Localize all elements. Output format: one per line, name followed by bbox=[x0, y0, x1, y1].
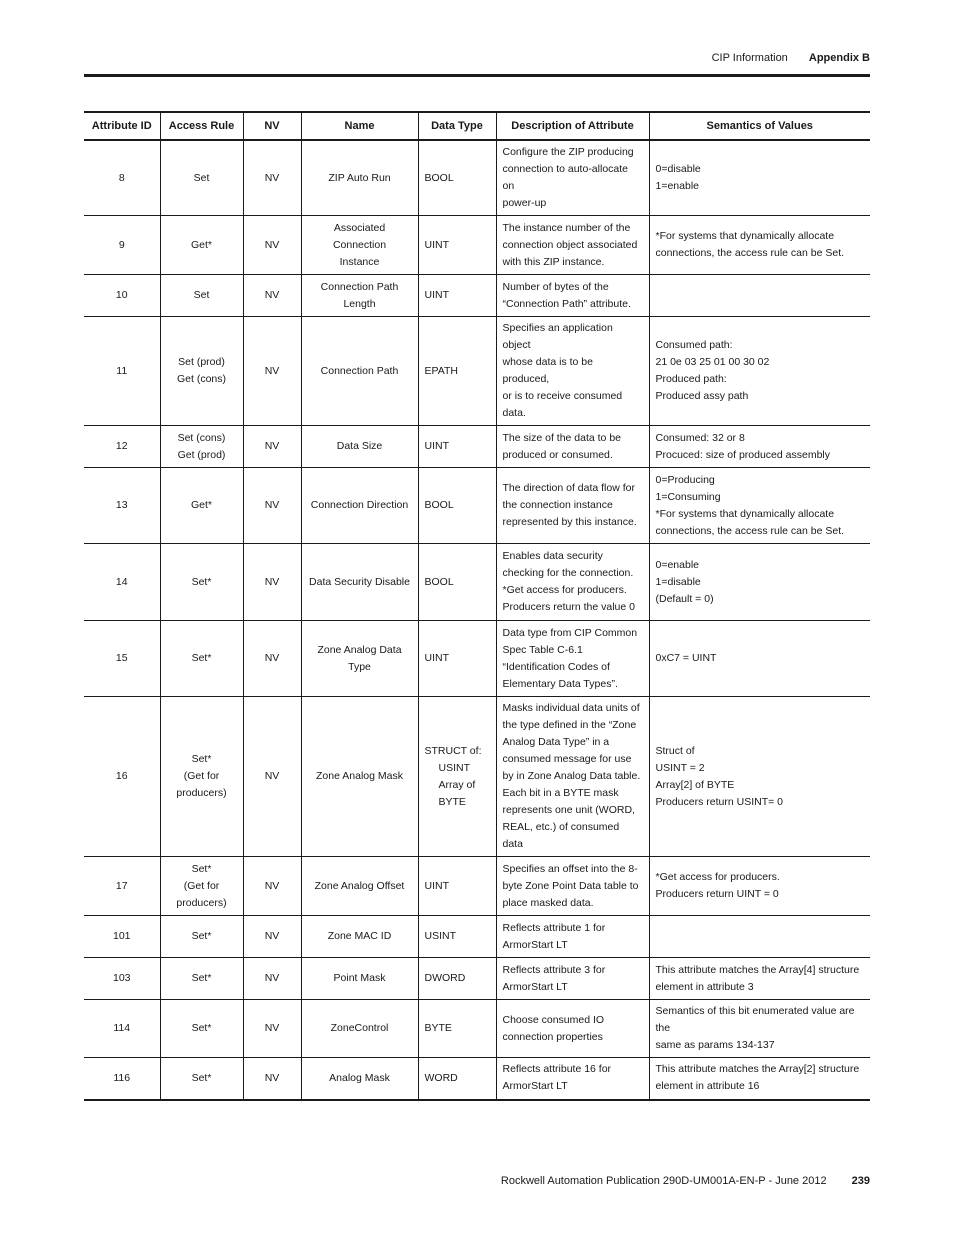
cell-semantics-line: Producers return USINT= 0 bbox=[655, 795, 784, 808]
cell-description-line: represents one unit (WORD, bbox=[502, 804, 635, 816]
cell-description-line: Analog Data Type” in a bbox=[502, 736, 610, 748]
cell-name-line: Connection Path Length bbox=[320, 280, 399, 310]
cell-description bbox=[496, 857, 649, 916]
cell-data-type-line: USINT bbox=[438, 761, 470, 774]
cell-semantics bbox=[649, 857, 870, 916]
cell-description-line: Number of bytes of the bbox=[502, 280, 609, 293]
cell-data-type-line: BYTE bbox=[438, 795, 466, 808]
cell-access-rule-line: Get (prod) bbox=[177, 448, 226, 461]
cell-data-type-line: BYTE bbox=[424, 1022, 452, 1034]
cell-attribute-id: 17 bbox=[84, 857, 160, 916]
cell-data-type bbox=[418, 857, 496, 916]
cell-access-rule bbox=[160, 216, 243, 275]
cell-semantics-line: Produced assy path bbox=[655, 390, 749, 402]
cell-data-type bbox=[418, 1058, 496, 1100]
table-row bbox=[84, 216, 870, 275]
cell-access-rule-line: Get* bbox=[190, 499, 212, 511]
cell-description-line: REAL, etc.) of consumed data bbox=[502, 821, 620, 850]
cell-data-type bbox=[418, 697, 496, 857]
cell-access-rule bbox=[160, 857, 243, 916]
cell-access-rule-line: (Get for bbox=[183, 879, 220, 892]
cell-attribute-id: 11 bbox=[84, 317, 160, 426]
cell-access-rule-line: Set* bbox=[191, 972, 212, 984]
cell-name-line: Zone MAC ID bbox=[327, 930, 392, 942]
table-row bbox=[84, 275, 870, 317]
cell-description bbox=[496, 621, 649, 697]
cell-attribute-id: 16 bbox=[84, 697, 160, 857]
cell-description-line: Reflects attribute 3 for bbox=[502, 963, 606, 976]
cell-description-line: Producers return the value 0 bbox=[502, 601, 635, 613]
cell-data-type-line: UINT bbox=[424, 289, 449, 301]
cell-data-type-line: BOOL bbox=[424, 171, 454, 184]
cell-semantics-line: 21 0e 03 25 01 00 30 02 bbox=[655, 356, 770, 368]
cell-access-rule-line: Set* bbox=[191, 652, 212, 664]
cell-description-line: the connection instance bbox=[502, 499, 613, 511]
cell-nv: NV bbox=[243, 916, 301, 958]
cell-access-rule-line: Set (cons) bbox=[177, 431, 226, 444]
cell-semantics-line: Procuced: size of produced assembly bbox=[655, 448, 831, 461]
cell-semantics-line: *For systems that dynamically allocate bbox=[655, 230, 835, 242]
cell-data-type bbox=[418, 140, 496, 216]
cell-semantics bbox=[649, 216, 870, 275]
cell-name-line: Data Security Disable bbox=[309, 575, 410, 588]
cell-description bbox=[496, 317, 649, 426]
cell-semantics-line: Struct of bbox=[655, 744, 695, 757]
cell-nv: NV bbox=[243, 958, 301, 1000]
cell-access-rule bbox=[160, 697, 243, 857]
cell-description bbox=[496, 216, 649, 275]
cell-access-rule bbox=[160, 275, 243, 317]
cell-semantics bbox=[649, 697, 870, 857]
cell-semantics bbox=[649, 275, 870, 317]
cell-semantics bbox=[649, 958, 870, 1000]
cell-attribute-id: 8 bbox=[84, 140, 160, 216]
cell-semantics-line: *For systems that dynamically allocate bbox=[655, 507, 835, 520]
cell-description-line: The size of the data to be bbox=[502, 431, 621, 444]
attribute-table bbox=[84, 111, 870, 1101]
table-row bbox=[84, 857, 870, 916]
cell-access-rule bbox=[160, 317, 243, 426]
cell-name bbox=[301, 544, 418, 621]
cell-description-line: checking for the connection. bbox=[502, 567, 634, 579]
cell-name-line: ZoneControl bbox=[330, 1022, 389, 1034]
page-number: 239 bbox=[851, 1175, 870, 1187]
column-header-name: Name bbox=[301, 112, 418, 140]
cell-semantics-line: 1=enable bbox=[655, 180, 700, 192]
cell-access-rule-line: Set bbox=[193, 289, 210, 301]
cell-semantics bbox=[649, 1058, 870, 1100]
cell-description-line: Choose consumed IO bbox=[502, 1013, 605, 1026]
cell-name bbox=[301, 1000, 418, 1058]
cell-data-type-line: BOOL bbox=[424, 575, 454, 588]
cell-description-line: by in Zone Analog Data table. bbox=[502, 770, 641, 782]
cell-access-rule-line: Get (cons) bbox=[176, 373, 226, 385]
column-header-attribute-id: Attribute ID bbox=[84, 112, 160, 140]
cell-name-line: Data Size bbox=[336, 440, 383, 452]
cell-semantics-line: Consumed path: bbox=[655, 339, 733, 351]
cell-name bbox=[301, 468, 418, 544]
cell-attribute-id: 9 bbox=[84, 216, 160, 275]
cell-access-rule bbox=[160, 426, 243, 468]
cell-description-line: The direction of data flow for bbox=[502, 482, 635, 494]
cell-description-line: Reflects attribute 1 for bbox=[502, 921, 606, 934]
table-body bbox=[84, 140, 870, 1100]
appendix-label: Appendix B bbox=[808, 52, 870, 64]
cell-name bbox=[301, 426, 418, 468]
table-row bbox=[84, 468, 870, 544]
cell-semantics-line: 0=enable bbox=[655, 558, 700, 571]
cell-description-line: the type defined in the “Zone bbox=[502, 719, 637, 731]
cell-nv: NV bbox=[243, 216, 301, 275]
cell-name bbox=[301, 857, 418, 916]
cell-description-line: Specifies an application object bbox=[502, 322, 613, 351]
cell-data-type bbox=[418, 426, 496, 468]
cell-semantics-line: This attribute matches the Array[4] structure bbox=[655, 963, 860, 976]
cell-access-rule bbox=[160, 958, 243, 1000]
table-row bbox=[84, 426, 870, 468]
cell-name bbox=[301, 1058, 418, 1100]
cell-data-type bbox=[418, 216, 496, 275]
cell-description-line: *Get access for producers. bbox=[502, 584, 627, 596]
table-row bbox=[84, 916, 870, 958]
cell-data-type-line: UINT bbox=[424, 238, 449, 251]
cell-access-rule bbox=[160, 468, 243, 544]
column-header-data-type: Data Type bbox=[418, 112, 496, 140]
cell-data-type-line: EPATH bbox=[424, 364, 458, 377]
cell-semantics-line: 1=Consuming bbox=[655, 490, 721, 503]
cell-data-type-line: WORD bbox=[424, 1071, 458, 1084]
cell-data-type bbox=[418, 468, 496, 544]
cell-semantics bbox=[649, 916, 870, 958]
cell-data-type bbox=[418, 317, 496, 426]
cell-nv: NV bbox=[243, 621, 301, 697]
cell-access-rule-line: Get* bbox=[190, 238, 212, 251]
cell-semantics-line: element in attribute 3 bbox=[655, 980, 754, 993]
cell-data-type bbox=[418, 275, 496, 317]
cell-description-line: connection to auto-allocate on bbox=[502, 163, 629, 192]
cell-description-line: power-up bbox=[502, 197, 547, 209]
page-header bbox=[84, 52, 870, 70]
table-row bbox=[84, 140, 870, 216]
cell-name-line: Connection Direction bbox=[310, 499, 409, 511]
cell-access-rule-line: producers) bbox=[176, 896, 227, 909]
cell-access-rule-line: Set* bbox=[191, 753, 212, 765]
table-row bbox=[84, 1058, 870, 1100]
cell-description bbox=[496, 916, 649, 958]
table-row bbox=[84, 621, 870, 697]
cell-name-line: ZIP Auto Run bbox=[328, 171, 391, 184]
cell-description-line: ArmorStart LT bbox=[502, 938, 568, 951]
cell-name-line: Point Mask bbox=[333, 972, 386, 984]
header-rule bbox=[84, 74, 870, 77]
cell-data-type-line: DWORD bbox=[424, 972, 466, 984]
cell-name-line: Zone Analog Data Type bbox=[317, 643, 402, 673]
cell-description-line: Configure the ZIP producing bbox=[502, 146, 634, 158]
cell-semantics bbox=[649, 621, 870, 697]
publication-info: Rockwell Automation Publication 290D-UM001A-EN-P - June 2012 bbox=[500, 1175, 827, 1187]
cell-description bbox=[496, 958, 649, 1000]
cell-access-rule-line: Set (prod) bbox=[178, 356, 225, 368]
cell-access-rule bbox=[160, 1058, 243, 1100]
cell-semantics-line: (Default = 0) bbox=[655, 592, 714, 605]
cell-name-line: Zone Analog Offset bbox=[314, 879, 405, 892]
cell-semantics-line: connections, the access rule can be Set. bbox=[655, 524, 845, 537]
cell-data-type bbox=[418, 621, 496, 697]
cell-name bbox=[301, 275, 418, 317]
table-row bbox=[84, 544, 870, 621]
cell-data-type-line: UINT bbox=[424, 879, 449, 892]
cell-nv: NV bbox=[243, 426, 301, 468]
cell-description-line: Elementary Data Types”. bbox=[502, 677, 618, 690]
cell-data-type bbox=[418, 958, 496, 1000]
cell-description-line: Data type from CIP Common bbox=[502, 626, 638, 639]
cell-nv: NV bbox=[243, 275, 301, 317]
cell-description-line: whose data is to be produced, bbox=[502, 356, 593, 385]
cell-semantics bbox=[649, 140, 870, 216]
cell-description-line: Each bit in a BYTE mask bbox=[502, 787, 619, 799]
cell-semantics-line: Producers return UINT = 0 bbox=[655, 888, 779, 900]
cell-description-line: ArmorStart LT bbox=[502, 980, 568, 993]
cell-description-line: Spec Table C-6.1 bbox=[502, 643, 583, 656]
column-header-nv: NV bbox=[243, 112, 301, 140]
cell-semantics bbox=[649, 317, 870, 426]
cell-name bbox=[301, 916, 418, 958]
cell-nv: NV bbox=[243, 1000, 301, 1058]
cell-name-line: Instance bbox=[339, 255, 380, 268]
cell-attribute-id: 103 bbox=[84, 958, 160, 1000]
cell-attribute-id: 116 bbox=[84, 1058, 160, 1100]
cell-name bbox=[301, 958, 418, 1000]
cell-description-line: “Identification Codes of bbox=[502, 660, 610, 673]
cell-description bbox=[496, 697, 649, 857]
cell-name-line: Analog Mask bbox=[329, 1071, 390, 1084]
cell-data-type bbox=[418, 544, 496, 621]
cell-name bbox=[301, 317, 418, 426]
page-footer bbox=[84, 1175, 870, 1191]
section-title: CIP Information bbox=[711, 52, 788, 64]
cell-nv: NV bbox=[243, 857, 301, 916]
cell-semantics bbox=[649, 426, 870, 468]
cell-nv: NV bbox=[243, 544, 301, 621]
cell-access-rule-line: producers) bbox=[176, 787, 227, 799]
cell-access-rule-line: Set* bbox=[191, 1022, 212, 1034]
cell-semantics-line: connections, the access rule can be Set. bbox=[655, 247, 845, 259]
cell-description bbox=[496, 426, 649, 468]
cell-description-line: Specifies an offset into the 8- bbox=[502, 862, 638, 875]
table-row bbox=[84, 317, 870, 426]
cell-description-line: produced or consumed. bbox=[502, 448, 613, 461]
cell-semantics-line: 0=disable bbox=[655, 163, 701, 175]
cell-nv: NV bbox=[243, 140, 301, 216]
cell-description bbox=[496, 544, 649, 621]
cell-access-rule-line: (Get for bbox=[183, 770, 220, 782]
cell-access-rule-line: Set bbox=[193, 171, 210, 184]
cell-semantics-line: Produced path: bbox=[655, 373, 727, 385]
cell-description-line: ArmorStart LT bbox=[502, 1080, 568, 1093]
cell-description bbox=[496, 275, 649, 317]
cell-name bbox=[301, 697, 418, 857]
cell-semantics-line: Semantics of this bit enumerated value are the bbox=[655, 1005, 855, 1034]
cell-access-rule bbox=[160, 621, 243, 697]
cell-description bbox=[496, 1000, 649, 1058]
cell-data-type-line: Array of bbox=[438, 778, 476, 791]
cell-name-line: Zone Analog Mask bbox=[316, 770, 403, 782]
cell-data-type bbox=[418, 916, 496, 958]
cell-data-type bbox=[418, 1000, 496, 1058]
cell-description-line: Reflects attribute 16 for bbox=[502, 1063, 612, 1076]
cell-data-type-line: UINT bbox=[424, 440, 449, 452]
cell-description bbox=[496, 468, 649, 544]
cell-semantics-line: Array[2] of BYTE bbox=[655, 778, 735, 791]
cell-description-line: consumed message for use bbox=[502, 753, 632, 765]
cell-access-rule-line: Set* bbox=[191, 575, 212, 588]
cell-data-type-line: STRUCT of: bbox=[424, 744, 482, 757]
cell-description-line: byte Zone Point Data table to bbox=[502, 879, 639, 892]
table-header bbox=[84, 112, 870, 140]
cell-attribute-id: 12 bbox=[84, 426, 160, 468]
cell-nv: NV bbox=[243, 317, 301, 426]
table-row bbox=[84, 697, 870, 857]
cell-nv: NV bbox=[243, 697, 301, 857]
cell-description-line: connection object associated bbox=[502, 238, 638, 251]
table-row bbox=[84, 958, 870, 1000]
cell-description bbox=[496, 1058, 649, 1100]
cell-access-rule-line: Set* bbox=[191, 1071, 212, 1084]
cell-data-type-line: BOOL bbox=[424, 499, 454, 511]
cell-attribute-id: 14 bbox=[84, 544, 160, 621]
cell-semantics-line: *Get access for producers. bbox=[655, 871, 780, 883]
cell-access-rule bbox=[160, 544, 243, 621]
cell-access-rule bbox=[160, 916, 243, 958]
cell-name-line: Connection Path bbox=[320, 364, 399, 377]
cell-description-line: represented by this instance. bbox=[502, 516, 637, 528]
cell-nv: NV bbox=[243, 1058, 301, 1100]
cell-attribute-id: 10 bbox=[84, 275, 160, 317]
cell-access-rule-line: Set* bbox=[191, 862, 212, 875]
cell-data-type-line: UINT bbox=[424, 652, 449, 664]
cell-data-type-line: USINT bbox=[424, 930, 456, 942]
cell-semantics-line: element in attribute 16 bbox=[655, 1080, 760, 1093]
cell-description-line: connection properties bbox=[502, 1030, 603, 1043]
column-header-semantics: Semantics of Values bbox=[649, 112, 870, 140]
cell-name-line: Associated Connection bbox=[332, 221, 387, 251]
cell-access-rule-line: Set* bbox=[191, 930, 212, 942]
cell-description-line: or is to receive consumed data. bbox=[502, 390, 623, 419]
table-row bbox=[84, 1000, 870, 1058]
cell-name bbox=[301, 140, 418, 216]
column-header-description: Description of Attribute bbox=[496, 112, 649, 140]
cell-semantics-line: same as params 134-137 bbox=[655, 1039, 775, 1051]
cell-semantics-line: Consumed: 32 or 8 bbox=[655, 431, 745, 444]
cell-semantics-line: This attribute matches the Array[2] structure bbox=[655, 1063, 860, 1076]
column-header-access-rule: Access Rule bbox=[160, 112, 243, 140]
cell-description-line: Enables data security bbox=[502, 550, 603, 562]
cell-semantics bbox=[649, 468, 870, 544]
cell-nv: NV bbox=[243, 468, 301, 544]
cell-attribute-id: 13 bbox=[84, 468, 160, 544]
cell-semantics-line: 0=Producing bbox=[655, 473, 715, 486]
cell-access-rule bbox=[160, 1000, 243, 1058]
cell-description bbox=[496, 140, 649, 216]
cell-description-line: The instance number of the bbox=[502, 221, 631, 234]
cell-description-line: Masks individual data units of bbox=[502, 702, 640, 714]
cell-attribute-id: 15 bbox=[84, 621, 160, 697]
cell-attribute-id: 114 bbox=[84, 1000, 160, 1058]
cell-semantics bbox=[649, 1000, 870, 1058]
cell-attribute-id: 101 bbox=[84, 916, 160, 958]
cell-description-line: with this ZIP instance. bbox=[502, 255, 605, 268]
cell-semantics-line: USINT = 2 bbox=[655, 761, 705, 774]
cell-access-rule bbox=[160, 140, 243, 216]
cell-semantics-line: 1=disable bbox=[655, 575, 701, 588]
cell-name bbox=[301, 216, 418, 275]
cell-name bbox=[301, 621, 418, 697]
cell-semantics bbox=[649, 544, 870, 621]
cell-description-line: place masked data. bbox=[502, 896, 594, 909]
header-row bbox=[84, 112, 870, 140]
cell-semantics-line: 0xC7 = UINT bbox=[655, 652, 717, 664]
cell-description-line: “Connection Path” attribute. bbox=[502, 297, 631, 310]
